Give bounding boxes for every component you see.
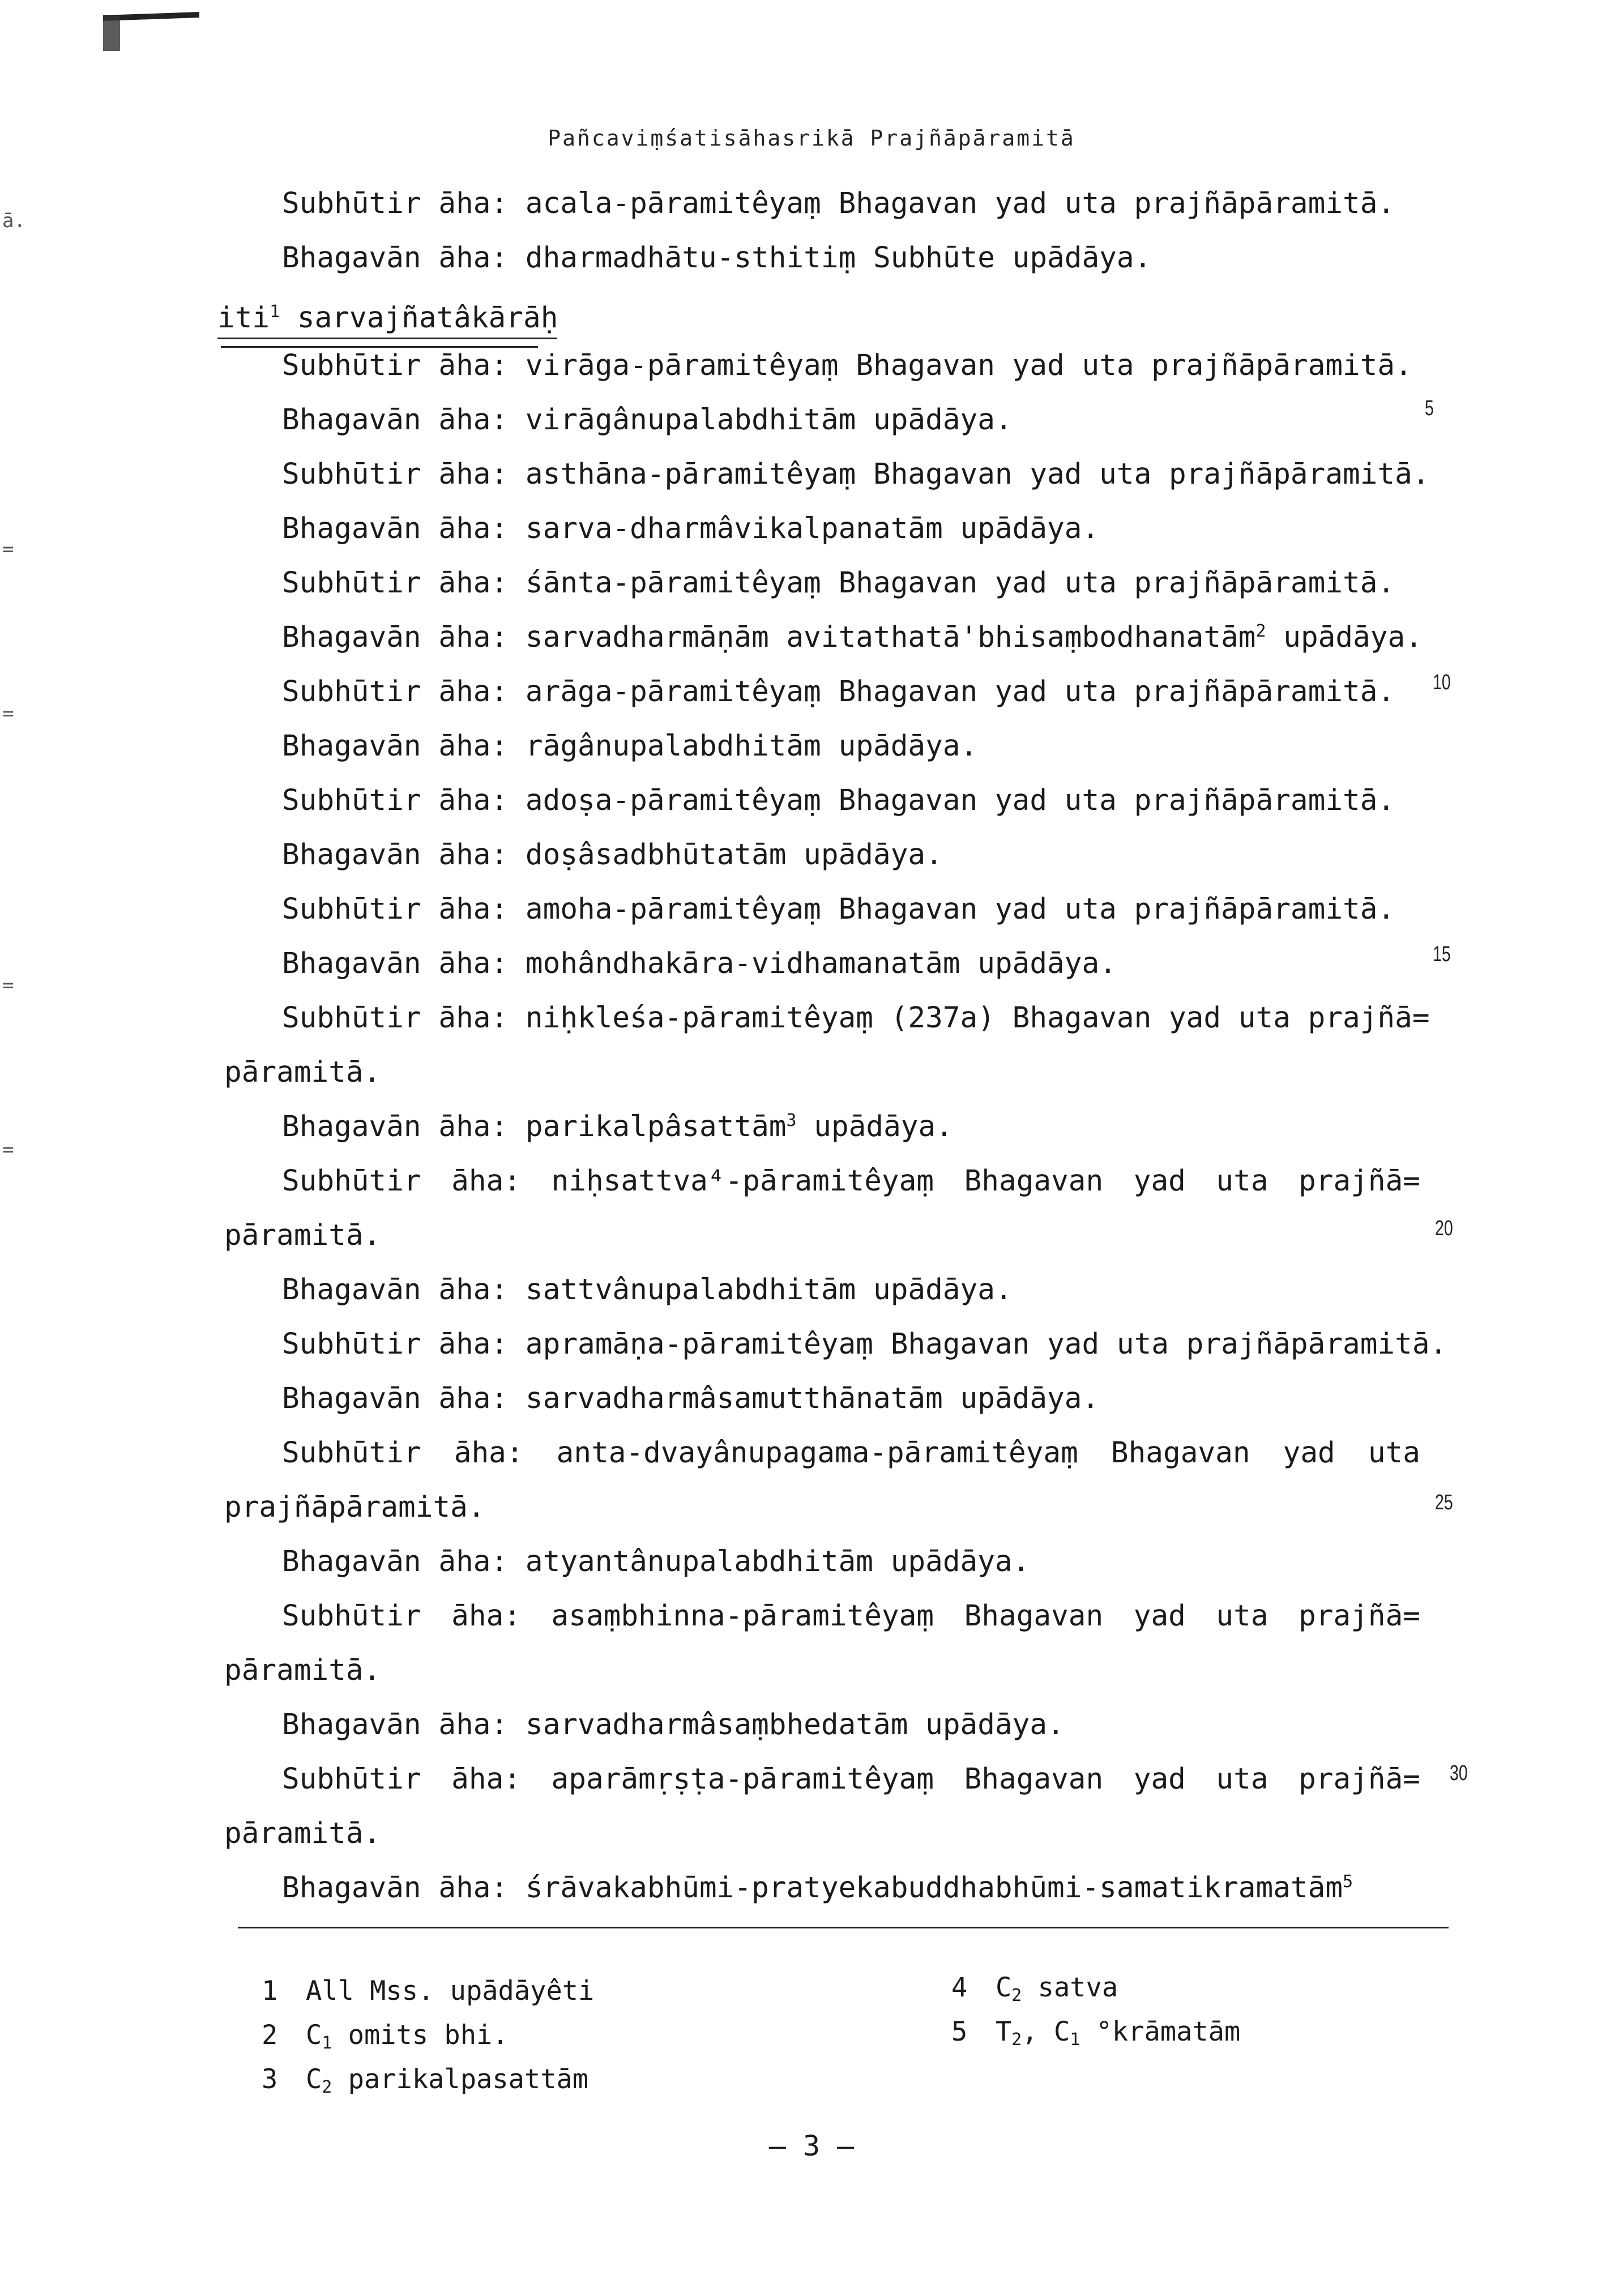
speaker: Bhagavān [282, 729, 421, 763]
bhagavan-line [282, 621, 1423, 655]
speaker: Bhagavān [282, 838, 421, 872]
line-text: sarvadharmâsaṃbhedatām upādāya. [525, 1708, 1065, 1742]
line-word: yad [1133, 1599, 1186, 1633]
bhagavan-line [282, 1110, 953, 1144]
speaker: Subhūtir [282, 893, 421, 926]
aha-word: āha: [438, 947, 509, 980]
subhutir-line [282, 784, 1395, 818]
speaker: Bhagavān [282, 1382, 421, 1415]
line-text: śrāvakabhūmi-pratyekabuddhabhūmi-samatikramatām [525, 1871, 1343, 1905]
aha-word: āha: [438, 1545, 509, 1578]
line-text: pāramitā. [224, 1219, 381, 1252]
aha-word: āha: [438, 241, 509, 275]
subhutir-line [282, 1001, 1430, 1035]
speaker: Bhagavān [282, 1545, 421, 1578]
line-word: yad [1283, 1436, 1335, 1470]
subhutir-line [282, 1762, 1420, 1796]
line-word: prajñā= [1299, 1762, 1420, 1796]
aha-word: āha: [454, 1436, 524, 1470]
footnote: 4 $C_2$ satva [951, 1972, 1118, 2005]
subhutir-line [282, 566, 1395, 600]
aha-word: āha: [438, 621, 509, 654]
line-word: uta [1216, 1164, 1268, 1198]
bhagavan-line [282, 729, 977, 763]
speaker: Subhūtir [282, 349, 421, 382]
scan-edge-mark: = [2, 1138, 14, 1161]
line-word: Bhagavan [964, 1164, 1104, 1198]
speaker: Subhūtir [282, 1436, 421, 1470]
line-word: prajñā= [1299, 1599, 1420, 1633]
speaker: Bhagavān [282, 1110, 421, 1143]
aha-word: āha: [438, 1871, 509, 1905]
aha-word: āha: [438, 512, 509, 545]
line-word: uta [1216, 1599, 1268, 1633]
aha-word: āha: [451, 1599, 521, 1633]
scan-edge-mark: = [2, 538, 14, 561]
bhagavan-line [282, 1545, 1030, 1579]
aha-word: āha: [438, 784, 509, 817]
line-text: pāramitā. [224, 1654, 381, 1687]
line-number: 30 [1450, 1761, 1468, 1785]
line-text: śānta-pāramitêyaṃ Bhagavan yad uta prajñāpāramitā. [525, 566, 1395, 600]
footnote: 5 $T_2$, $C_1$ °krāmatām [951, 2016, 1241, 2050]
aha-word: āha: [438, 729, 509, 763]
line-word: uta [1368, 1436, 1420, 1470]
aha-word: āha: [438, 1110, 509, 1143]
line-text: parikalpâsattām [525, 1110, 787, 1143]
line-text: sattvânupalabdhitām upādāya. [525, 1273, 1013, 1307]
aha-word: āha: [438, 566, 509, 600]
line-word: yad [1133, 1164, 1186, 1198]
line-text: pāramitā. [224, 1817, 381, 1850]
bhagavan-line [282, 1382, 1099, 1416]
line-text: apramāṇa-pāramitêyaṃ Bhagavan yad uta prajñāpāramitā. [525, 1328, 1447, 1361]
line-text: arāga-pāramitêyaṃ Bhagavan yad uta prajñāpāramitā. [525, 675, 1395, 709]
line-word: aparāmṛṣṭa-pāramitêyaṃ [551, 1762, 934, 1796]
speaker: Bhagavān [282, 512, 421, 545]
speaker: Bhagavān [282, 241, 421, 275]
line-text: upādāya. [796, 1110, 953, 1143]
page-number: — 3 — [768, 2129, 855, 2162]
line-text: sarvadharmâsamutthānatām upādāya. [525, 1382, 1100, 1415]
bhagavan-line [282, 403, 1013, 437]
aha-word: āha: [438, 1273, 509, 1307]
line-word: uta [1216, 1762, 1268, 1796]
speaker: Bhagavān [282, 1708, 421, 1742]
aha-word: āha: [438, 675, 509, 709]
speaker: Subhūtir [282, 1599, 421, 1633]
aha-word: āha: [438, 1328, 509, 1361]
section-heading: iti$^1$ sarvajñatâkārāḥ [217, 301, 558, 335]
footnote-ref: 5 [1343, 1872, 1353, 1892]
line-number: 10 [1433, 671, 1451, 694]
text-line-continuation [224, 1817, 381, 1851]
text-line-continuation [224, 1654, 381, 1688]
scan-edge-mark: ā. [2, 210, 25, 232]
line-text: virāga-pāramitêyaṃ Bhagavan yad uta prajñāpāramitā. [525, 349, 1412, 382]
line-text: adoṣa-pāramitêyaṃ Bhagavan yad uta prajñāpāramitā. [525, 784, 1395, 817]
bhagavan-line [282, 1871, 1353, 1905]
speaker: Subhūtir [282, 675, 421, 709]
speaker: Subhūtir [282, 187, 421, 220]
aha-word: āha: [438, 1382, 509, 1415]
line-text: dharmadhātu-sthitiṃ Subhūte upādāya. [525, 241, 1152, 275]
line-text: doṣâsadbhūtatām upādāya. [525, 838, 943, 872]
footnote-ref: 3 [786, 1111, 797, 1130]
bhagavan-line [282, 947, 1117, 981]
running-head: Pañcaviṃśatisāhasrikā Prajñāpāramitā [548, 126, 1075, 151]
footnote-rule [238, 1927, 1449, 1928]
bhagavan-line [282, 512, 1099, 546]
speaker: Bhagavān [282, 1273, 421, 1307]
aha-word: āha: [438, 458, 509, 491]
line-word: yad [1133, 1762, 1186, 1796]
speaker: Subhūtir [282, 1164, 421, 1198]
subhutir-line [282, 187, 1395, 221]
subhutir-line [282, 893, 1395, 927]
aha-word: āha: [438, 893, 509, 926]
aha-word: āha: [438, 403, 509, 437]
line-number: 15 [1433, 942, 1451, 966]
footnote: 1 All Mss. upādāyêti [262, 1975, 595, 2007]
line-text: prajñāpāramitā. [224, 1491, 485, 1524]
aha-word: āha: [438, 187, 509, 220]
line-text: sarva-dharmâvikalpanatām upādāya. [525, 512, 1100, 545]
subhutir-line [282, 1328, 1447, 1362]
line-word: Bhagavan [964, 1762, 1104, 1796]
line-text: sarvadharmāṇām avitathatā'bhisaṃbodhanatām [525, 621, 1256, 654]
speaker: Subhūtir [282, 784, 421, 817]
subhutir-line [282, 675, 1395, 709]
subhutir-line [282, 349, 1412, 383]
line-number: 25 [1435, 1491, 1453, 1514]
line-word: Bhagavan [1111, 1436, 1250, 1470]
line-word: anta-dvayânupagama-pāramitêyaṃ [556, 1436, 1078, 1470]
line-text: atyantânupalabdhitām upādāya. [525, 1545, 1030, 1578]
bhagavan-line [282, 1708, 1065, 1742]
speaker: Bhagavān [282, 621, 421, 654]
text-line-continuation [224, 1219, 381, 1253]
line-word: prajñā= [1299, 1164, 1420, 1198]
scan-edge-mark: = [2, 974, 14, 997]
line-number: 20 [1435, 1217, 1453, 1240]
bhagavan-line [282, 838, 943, 872]
bhagavan-line [282, 1273, 1013, 1307]
aha-word: āha: [438, 1708, 509, 1742]
speaker: Subhūtir [282, 1328, 421, 1361]
aha-word: āha: [438, 1001, 509, 1035]
footnote-ref: 2 [1255, 621, 1266, 641]
subhutir-line [282, 1599, 1420, 1633]
line-text: niḥkleśa-pāramitêyaṃ (237a) Bhagavan yad uta prajñā= [525, 1001, 1430, 1035]
line-text: pāramitā. [224, 1056, 381, 1089]
footnote: 3 $C_2$ parikalpasattām [262, 2064, 589, 2097]
heading-underline [217, 338, 557, 339]
scan-edge-mark: = [2, 702, 14, 725]
line-text: mohândhakāra-vidhamanatām upādāya. [525, 947, 1117, 980]
speaker: Subhūtir [282, 458, 421, 491]
speaker: Bhagavān [282, 1871, 421, 1905]
aha-word: āha: [438, 838, 509, 872]
aha-word: āha: [451, 1762, 521, 1796]
speaker: Subhūtir [282, 1001, 421, 1035]
line-text: amoha-pāramitêyaṃ Bhagavan yad uta prajñāpāramitā. [525, 893, 1395, 926]
speaker: Bhagavān [282, 403, 421, 437]
line-text: asthāna-pāramitêyaṃ Bhagavan yad uta prajñāpāramitā. [525, 458, 1430, 491]
text-line-continuation [224, 1491, 485, 1525]
subhutir-line [282, 1164, 1420, 1198]
aha-word: āha: [451, 1164, 521, 1198]
line-text: acala-pāramitêyaṃ Bhagavan yad uta prajñāpāramitā. [525, 187, 1395, 220]
heading-underline [221, 346, 538, 348]
line-text: upādāya. [1266, 621, 1423, 654]
speaker: Subhūtir [282, 566, 421, 600]
line-number: 5 [1425, 396, 1434, 420]
line-word: asaṃbhinna-pāramitêyaṃ [551, 1599, 934, 1633]
subhutir-line [282, 458, 1430, 492]
footnote: 2 $C_1$ omits bhi. [262, 2020, 509, 2053]
bhagavan-line [282, 241, 1151, 275]
line-text: virāgânupalabdhitām upādāya. [525, 403, 1013, 437]
speaker: Bhagavān [282, 947, 421, 980]
aha-word: āha: [438, 349, 509, 382]
text-line-continuation [224, 1056, 381, 1090]
line-word: niḥsattva⁴-pāramitêyaṃ [551, 1164, 934, 1198]
scan-corner-mark-shadow [103, 16, 120, 51]
speaker: Subhūtir [282, 1762, 421, 1796]
subhutir-line [282, 1436, 1420, 1470]
line-text: rāgânupalabdhitām upādāya. [525, 729, 978, 763]
line-word: Bhagavan [964, 1599, 1104, 1633]
